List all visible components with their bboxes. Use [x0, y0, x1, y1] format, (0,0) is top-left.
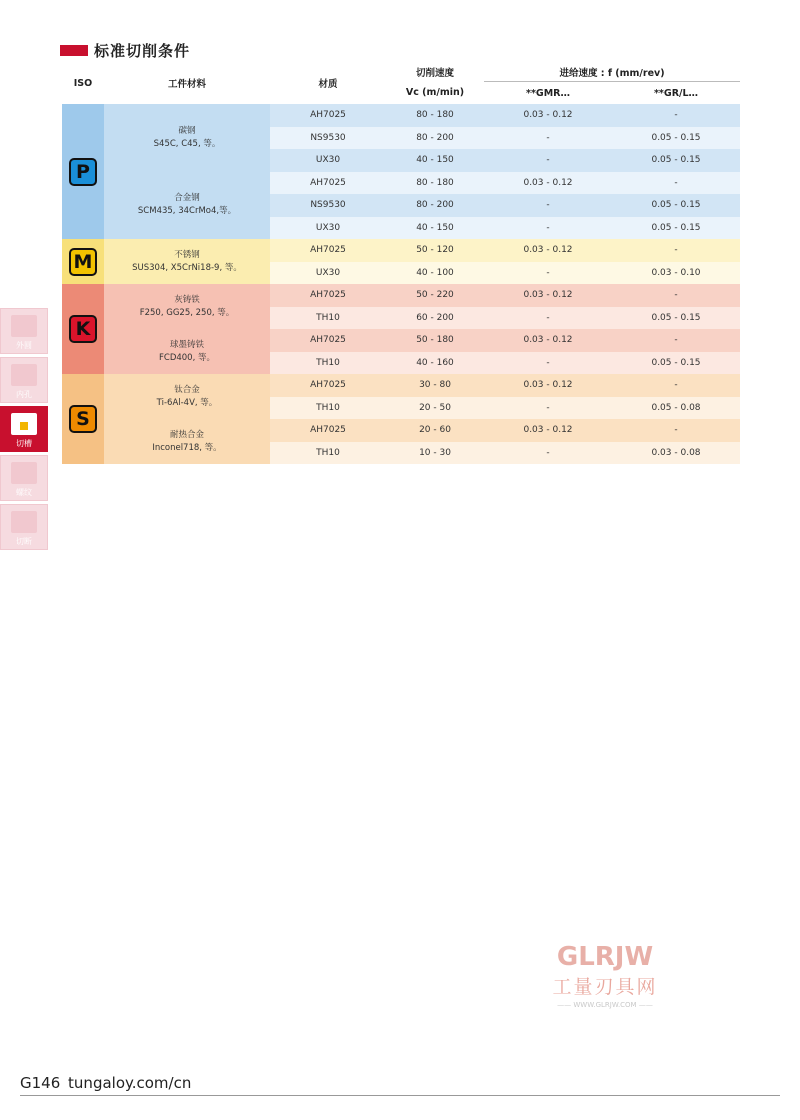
iso-badge-p: P: [69, 158, 97, 186]
material-name: 耐热合金: [169, 429, 204, 440]
section-title: [60, 40, 190, 60]
feed-gmr-cell: -: [484, 127, 612, 150]
feed-gmr-cell: 0.03 - 0.12: [484, 104, 612, 127]
feed-gmr-cell: -: [484, 442, 612, 465]
watermark-url: —— WWW.GLRJW.COM ——: [557, 1001, 653, 1009]
iso-cell: [62, 284, 104, 374]
feed-gmr-cell: -: [484, 217, 612, 240]
feed-grl-cell: -: [612, 419, 740, 442]
header-col-gmr: **GMR…: [525, 87, 570, 99]
grade-cell: TH10: [270, 442, 386, 465]
material-examples: F250, GG25, 250, 等。: [139, 307, 235, 318]
workpiece-material: [104, 374, 270, 419]
material-examples: Ti-6Al-4V, 等。: [156, 397, 218, 408]
side-tab-0[interactable]: [0, 308, 48, 354]
cutting-speed-cell: 40 - 150: [386, 149, 484, 172]
feed-grl-cell: 0.03 - 0.08: [612, 442, 740, 465]
grade-cell: NS9530: [270, 127, 386, 150]
feed-gmr-cell: 0.03 - 0.12: [484, 329, 612, 352]
feed-gmr-cell: -: [484, 307, 612, 330]
grade-cell: AH7025: [270, 374, 386, 397]
feed-grl-cell: -: [612, 172, 740, 195]
cutting-speed-cell: 50 - 120: [386, 239, 484, 262]
material-examples: SCM435, 34CrMo4,等。: [137, 206, 237, 217]
table-row: [62, 329, 740, 352]
cutting-speed-cell: 20 - 50: [386, 397, 484, 420]
feed-grl-cell: 0.05 - 0.15: [612, 217, 740, 240]
grade-cell: AH7025: [270, 419, 386, 442]
feed-gmr-cell: -: [484, 194, 612, 217]
grade-cell: TH10: [270, 352, 386, 375]
tool-thumbnail-icon: [11, 364, 37, 386]
feed-grl-cell: -: [612, 284, 740, 307]
workpiece-material: [104, 329, 270, 374]
material-name: 碳钢: [178, 125, 196, 136]
side-tab-label: 螺纹: [16, 488, 32, 497]
side-tab-1[interactable]: [0, 357, 48, 403]
grade-cell: AH7025: [270, 329, 386, 352]
cutting-speed-cell: 50 - 180: [386, 329, 484, 352]
side-tab-label: 切断: [16, 537, 32, 546]
feed-gmr-cell: -: [484, 262, 612, 285]
side-tab-label: 外圆: [16, 341, 32, 350]
header-workpiece: 工件材料: [167, 79, 206, 90]
header-feed: 进给速度 : f (mm/rev): [484, 62, 740, 82]
table-row: [62, 419, 740, 442]
cutting-speed-cell: 50 - 220: [386, 284, 484, 307]
iso-cell: [62, 239, 104, 284]
table-row: [62, 172, 740, 195]
footer-divider: [20, 1095, 780, 1096]
side-tab-label: 切槽: [16, 439, 32, 448]
grade-cell: TH10: [270, 307, 386, 330]
workpiece-material: [104, 239, 270, 284]
feed-gmr-cell: 0.03 - 0.12: [484, 419, 612, 442]
grade-cell: NS9530: [270, 194, 386, 217]
grade-cell: AH7025: [270, 239, 386, 262]
workpiece-material: [104, 284, 270, 329]
iso-badge-s: S: [69, 405, 97, 433]
side-tab-4[interactable]: [0, 504, 48, 550]
grade-cell: TH10: [270, 397, 386, 420]
material-name: 不锈钢: [174, 249, 200, 260]
header-speed: 切削速度: [415, 67, 454, 79]
header-speed-unit: Vc (m/min): [405, 87, 465, 99]
material-name: 球墨铸铁: [169, 339, 204, 350]
grade-cell: AH7025: [270, 284, 386, 307]
material-examples: S45C, C45, 等。: [153, 138, 221, 149]
cutting-speed-cell: 30 - 80: [386, 374, 484, 397]
side-tab-3[interactable]: [0, 455, 48, 501]
feed-grl-cell: -: [612, 329, 740, 352]
side-tab-2[interactable]: [0, 406, 48, 452]
iso-badge-m: M: [69, 248, 97, 276]
watermark-text: 工量刃具网: [552, 976, 658, 998]
feed-gmr-cell: 0.03 - 0.12: [484, 284, 612, 307]
feed-gmr-cell: 0.03 - 0.12: [484, 172, 612, 195]
feed-grl-cell: -: [612, 104, 740, 127]
footer-site: tungaloy.com/cn: [68, 1074, 192, 1092]
feed-grl-cell: 0.05 - 0.15: [612, 194, 740, 217]
cutting-speed-cell: 60 - 200: [386, 307, 484, 330]
cutting-conditions-table: [62, 62, 740, 464]
workpiece-material: [104, 419, 270, 464]
cutting-speed-cell: 80 - 180: [386, 172, 484, 195]
material-examples: SUS304, X5CrNi18-9, 等。: [132, 262, 242, 273]
header-col-grl: **GR/L…: [653, 87, 699, 99]
material-name: 合金钢: [174, 193, 200, 204]
header-iso: ISO: [73, 77, 93, 89]
page-number: G146: [20, 1074, 61, 1092]
feed-gmr-cell: 0.03 - 0.12: [484, 374, 612, 397]
side-tab-label: 内孔: [16, 390, 32, 399]
material-examples: Inconel718, 等。: [152, 442, 222, 453]
feed-grl-cell: 0.03 - 0.10: [612, 262, 740, 285]
table-row: [62, 104, 740, 127]
cutting-speed-cell: 80 - 200: [386, 127, 484, 150]
tool-thumbnail-icon: [11, 413, 37, 435]
feed-gmr-cell: -: [484, 352, 612, 375]
cutting-speed-cell: 80 - 200: [386, 194, 484, 217]
iso-cell: [62, 104, 104, 239]
feed-grl-cell: 0.05 - 0.15: [612, 127, 740, 150]
material-examples: FCD400, 等。: [159, 352, 215, 363]
workpiece-material: [104, 104, 270, 172]
workpiece-material: [104, 172, 270, 240]
feed-grl-cell: -: [612, 374, 740, 397]
tool-thumbnail-icon: [11, 462, 37, 484]
material-name: 灰铸铁: [174, 294, 200, 305]
table-row: [62, 374, 740, 397]
page-footer: [20, 1074, 191, 1092]
tool-thumbnail-icon: [11, 511, 37, 533]
grade-cell: UX30: [270, 149, 386, 172]
feed-grl-cell: 0.05 - 0.15: [612, 352, 740, 375]
grade-cell: AH7025: [270, 104, 386, 127]
header-grade: 材质: [318, 79, 338, 90]
cutting-speed-cell: 40 - 150: [386, 217, 484, 240]
feed-gmr-cell: 0.03 - 0.12: [484, 239, 612, 262]
grade-cell: UX30: [270, 217, 386, 240]
iso-badge-k: K: [69, 315, 97, 343]
page-title: 标准切削条件: [94, 41, 191, 60]
cutting-speed-cell: 10 - 30: [386, 442, 484, 465]
grade-cell: UX30: [270, 262, 386, 285]
feed-grl-cell: 0.05 - 0.15: [612, 149, 740, 172]
watermark-logo: GLRJW: [556, 942, 654, 972]
tool-thumbnail-icon: [11, 315, 37, 337]
feed-gmr-cell: -: [484, 149, 612, 172]
feed-grl-cell: -: [612, 239, 740, 262]
watermark: [530, 942, 680, 1009]
table-row: [62, 284, 740, 307]
material-name: 钛合金: [174, 384, 200, 395]
side-nav: [0, 308, 50, 553]
table-body: [62, 104, 740, 464]
cutting-speed-cell: 40 - 160: [386, 352, 484, 375]
feed-grl-cell: 0.05 - 0.08: [612, 397, 740, 420]
iso-cell: [62, 374, 104, 464]
cutting-speed-cell: 20 - 60: [386, 419, 484, 442]
grade-cell: AH7025: [270, 172, 386, 195]
feed-gmr-cell: -: [484, 397, 612, 420]
cutting-speed-cell: 80 - 180: [386, 104, 484, 127]
feed-grl-cell: 0.05 - 0.15: [612, 307, 740, 330]
table-row: [62, 239, 740, 262]
cutting-speed-cell: 40 - 100: [386, 262, 484, 285]
title-marker: [60, 45, 88, 56]
